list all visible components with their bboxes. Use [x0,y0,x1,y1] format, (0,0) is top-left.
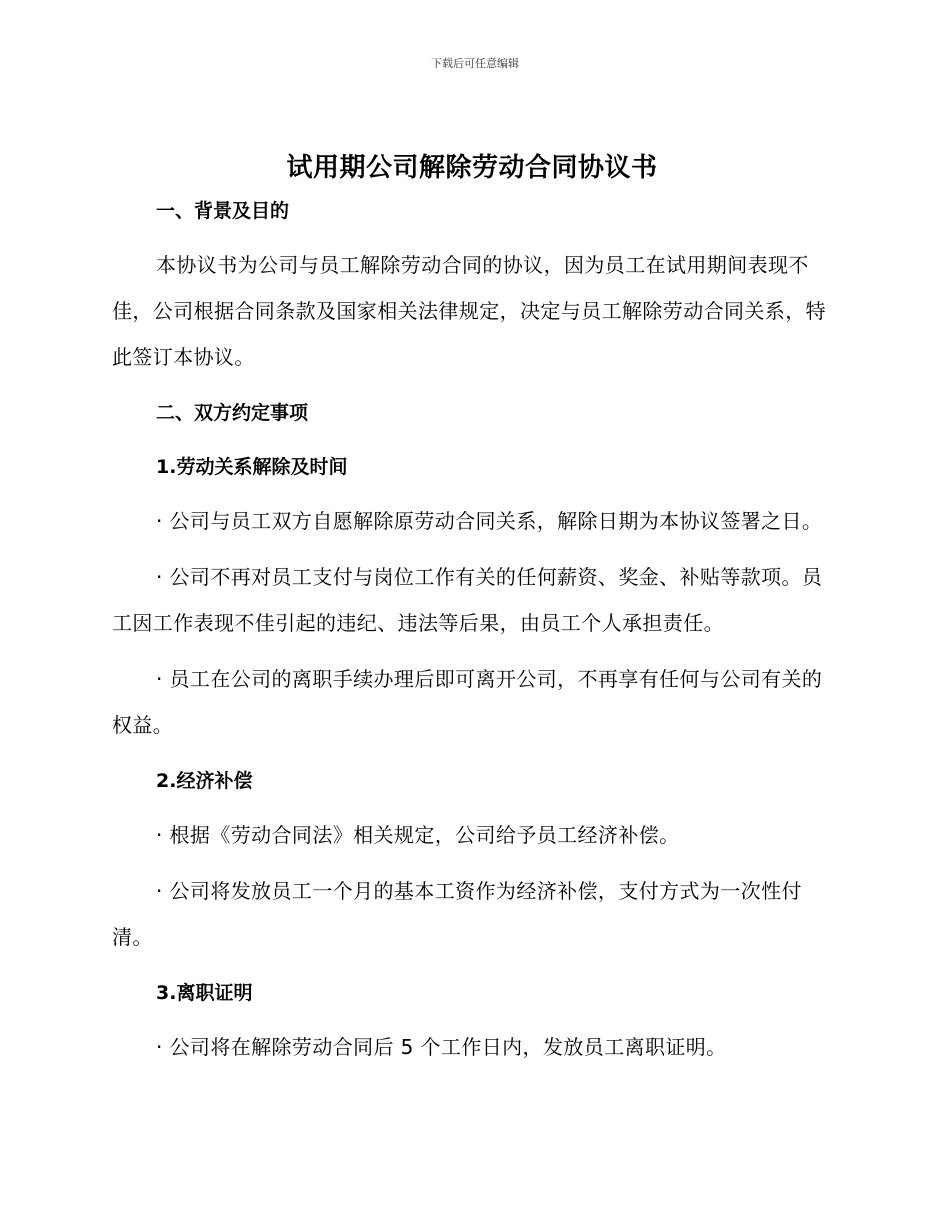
paragraph-background: 本协议书为公司与员工解除劳动合同的协议，因为员工在试用期间表现不佳，公司根据合同条款及国家相关法律规定，决定与员工解除劳动合同关系，特此签订本协议。 [112,253,826,369]
subsection-heading-termination: 1.劳动关系解除及时间 [156,456,348,478]
bullet-compensation-basis: · 根据《劳动合同法》相关规定，公司给予员工经济补偿。 [156,823,680,847]
bullet-compensation-amount: · 公司将发放员工一个月的基本工资作为经济补偿，支付方式为一次性付清。 [112,879,802,949]
document-body [112,148,832,1070]
subsection-heading-certificate: 3.离职证明 [156,982,253,1004]
bullet-certificate: · 公司将在解除劳动合同后 5 个工作日内，发放员工离职证明。 [156,1035,727,1059]
bullet-no-payment: · 公司不再对员工支付与岗位工作有关的任何薪资、奖金、补贴等款项。员工因工作表现不佳引起的违纪、违法等后果，由员工个人承担责任。 [112,565,823,635]
subsection-heading-compensation: 2.经济补偿 [156,770,253,792]
page-header-note: 下载后可任意编辑 [431,57,519,70]
document-title: 试用期公司解除劳动合同协议书 [286,153,658,183]
bullet-termination-date: · 公司与员工双方自愿解除原劳动合同关系，解除日期为本协议签署之日。 [156,509,823,533]
section-heading-background: 一、背景及目的 [156,200,290,222]
section-heading-agreements: 二、双方约定事项 [156,402,309,424]
bullet-leave-company: · 员工在公司的离职手续办理后即可离开公司，不再享有任何与公司有关的权益。 [112,667,823,737]
